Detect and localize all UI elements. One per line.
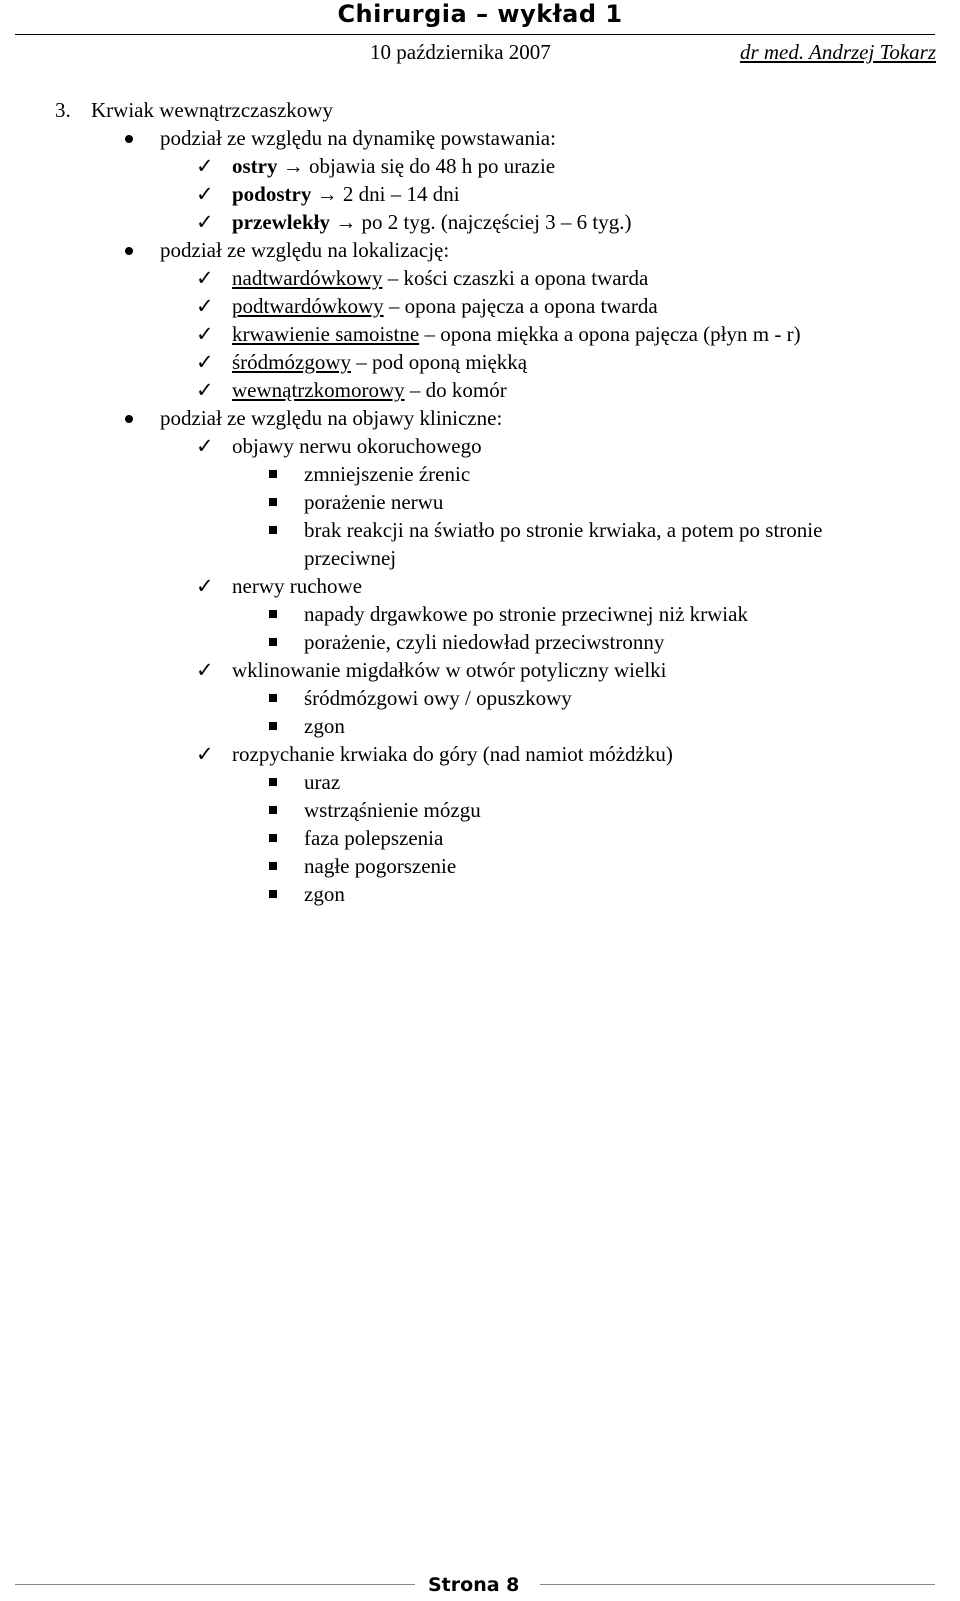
item-description: 2 dni – 14 dni	[342, 182, 460, 206]
item-term: krwawienie samoistne	[232, 322, 420, 346]
page-number: Strona 8	[428, 1574, 520, 1596]
sub-item: brak reakcji na światło po stronie krwiaka, a potem po stronie	[304, 518, 823, 542]
header-divider	[15, 34, 935, 35]
sub-item: faza polepszenia	[304, 826, 444, 850]
square-bullet-icon	[269, 834, 277, 842]
sub-item: zgon	[304, 714, 345, 738]
check-icon: ✓	[196, 266, 214, 290]
square-bullet-icon	[269, 890, 277, 898]
footer-divider-right	[540, 1584, 935, 1585]
group-heading: podział ze względu na lokalizację:	[160, 238, 450, 262]
item-term: ostry	[232, 154, 278, 178]
check-icon: ✓	[196, 378, 214, 402]
group-heading: podział ze względu na dynamikę powstawania:	[160, 126, 556, 150]
bullet-icon	[125, 415, 133, 423]
group-heading: podział ze względu na objawy kliniczne:	[160, 406, 503, 430]
item-description: – opona pajęcza a opona twarda	[388, 294, 658, 318]
sub-item: zgon	[304, 882, 345, 906]
square-bullet-icon	[269, 806, 277, 814]
item-description: – do komór	[409, 378, 507, 402]
sub-item: porażenie nerwu	[304, 490, 444, 514]
list-item: nerwy ruchowe	[232, 574, 363, 598]
sub-item: napady drgawkowe po stronie przeciwnej niż krwiak	[304, 602, 748, 626]
sub-item: śródmózgowi owy / opuszkowy	[304, 686, 572, 710]
arrow-icon: →	[316, 182, 338, 206]
item-term: nadtwardówkowy	[232, 266, 383, 290]
item-description: – opona miękka a opona pajęcza (płyn m - r)	[424, 322, 801, 346]
header-author: dr med. Andrzej Tokarz	[739, 40, 936, 64]
square-bullet-icon	[269, 778, 277, 786]
list-item: objawy nerwu okoruchowego	[232, 434, 482, 458]
list-item	[232, 321, 801, 347]
bullet-icon	[125, 247, 133, 255]
item-term: podostry	[232, 182, 312, 206]
item-description: – pod oponą miękką	[356, 350, 528, 374]
sub-item-continuation: przeciwnej	[304, 546, 397, 570]
list-item	[232, 293, 658, 319]
check-icon: ✓	[196, 574, 214, 598]
item-description: po 2 tyg. (najczęściej 3 – 6 tyg.)	[361, 210, 632, 234]
check-icon: ✓	[196, 658, 214, 682]
list-item	[232, 377, 507, 403]
square-bullet-icon	[269, 722, 277, 730]
bullet-icon	[125, 135, 133, 143]
item-term: podtwardówkowy	[232, 294, 384, 318]
item-description: – kości czaszki a opona twarda	[387, 266, 649, 290]
check-icon: ✓	[196, 742, 214, 766]
square-bullet-icon	[269, 610, 277, 618]
check-icon: ✓	[196, 210, 214, 234]
list-item: rozpychanie krwiaka do góry (nad namiot móżdżku)	[232, 742, 673, 766]
square-bullet-icon	[269, 498, 277, 506]
square-bullet-icon	[269, 862, 277, 870]
check-icon: ✓	[196, 350, 214, 374]
header-date: 10 października 2007	[370, 40, 551, 64]
check-icon: ✓	[196, 434, 214, 458]
square-bullet-icon	[269, 694, 277, 702]
list-item	[232, 349, 527, 375]
sub-item: nagłe pogorszenie	[304, 854, 457, 878]
sub-item: porażenie, czyli niedowład przeciwstronny	[304, 630, 665, 654]
square-bullet-icon	[269, 526, 277, 534]
square-bullet-icon	[269, 638, 277, 646]
header-title: Chirurgia – wykład 1	[337, 0, 623, 28]
check-icon: ✓	[196, 294, 214, 318]
list-item: wklinowanie migdałków w otwór potyliczny wielki	[232, 658, 667, 682]
check-icon: ✓	[196, 154, 214, 178]
check-icon: ✓	[196, 322, 214, 346]
arrow-icon: →	[282, 154, 304, 178]
list-item	[232, 181, 460, 207]
item-term: śródmózgowy	[232, 350, 351, 374]
list-item	[232, 265, 648, 291]
section-title: Krwiak wewnątrzczaszkowy	[91, 98, 333, 122]
arrow-icon: →	[335, 210, 357, 234]
item-term: wewnątrzkomorowy	[232, 378, 405, 402]
sub-item: zmniejszenie źrenic	[304, 462, 471, 486]
sub-item: uraz	[304, 770, 341, 794]
check-icon: ✓	[196, 182, 214, 206]
item-term: przewlekły	[232, 210, 330, 234]
list-item	[232, 209, 632, 235]
sub-item: wstrząśnienie mózgu	[304, 798, 481, 822]
footer-divider-left	[15, 1584, 415, 1585]
item-description: objawia się do 48 h po urazie	[309, 154, 556, 178]
section-number: 3.	[55, 98, 71, 122]
square-bullet-icon	[269, 470, 277, 478]
list-item	[232, 153, 555, 179]
